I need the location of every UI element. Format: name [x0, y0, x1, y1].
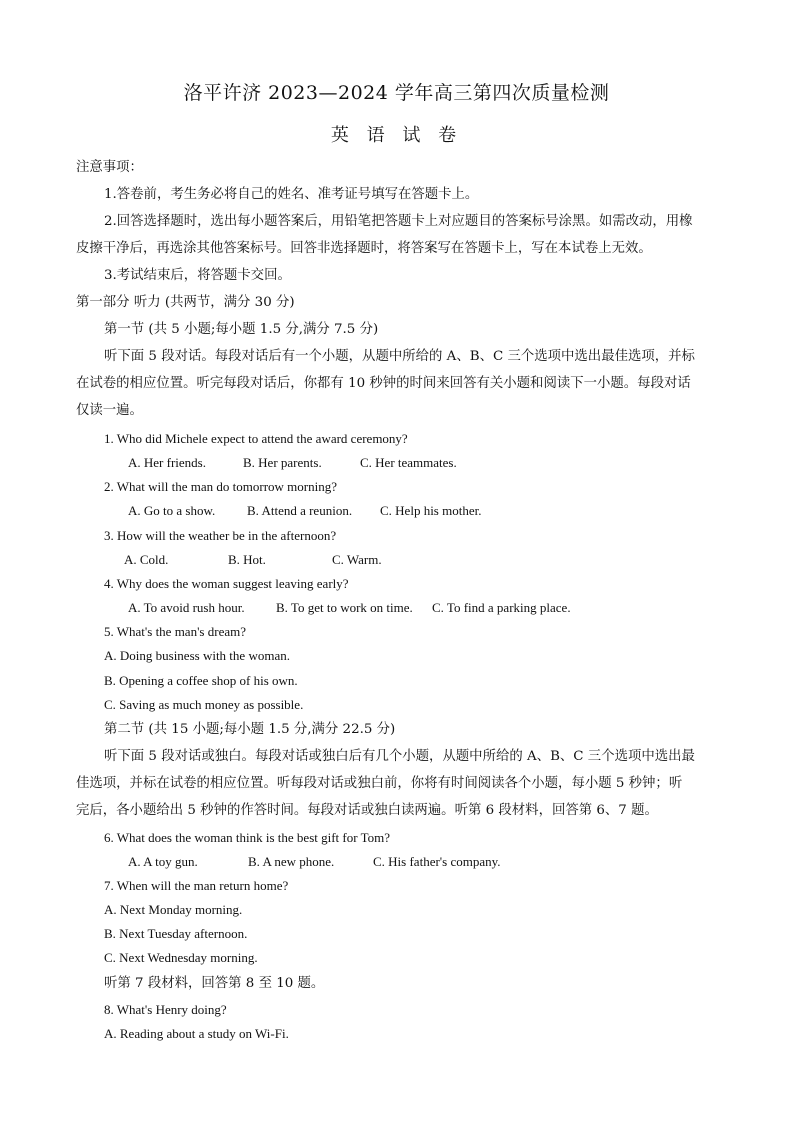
question-stem: 7. When will the man return home? — [104, 878, 289, 893]
section1-instruction: 听下面 5 段对话。每段对话后有一个小题，从题中所给的 A、B、C 三个选项中选出最佳选项，并标 — [104, 349, 695, 364]
section2-heading: 第二节 (共 15 小题;每小题 1.5 分,满分 22.5 分) — [104, 722, 396, 737]
notes-heading: 注意事项： — [76, 160, 143, 175]
question-stem: 8. What's Henry doing? — [104, 1002, 227, 1017]
question-options — [0, 552, 793, 568]
question-stem: 6. What does the woman think is the best gift for Tom? — [104, 830, 391, 845]
question-stem: 1. Who did Michele expect to attend the award ceremony? — [104, 431, 408, 446]
note-line: 2.回答选择题时，选出每小题答案后，用铅笔把答题卡上对应题目的答案标号涂黑。如需改动，用橡 — [104, 214, 693, 229]
option-b: B. Her parents. — [243, 455, 322, 470]
question-options — [0, 600, 793, 616]
option-a: A. Reading about a study on Wi-Fi. — [104, 1026, 289, 1041]
option-a: A. Go to a show. — [128, 503, 216, 518]
option-c: C. Help his mother. — [380, 503, 482, 518]
option-a: A. Her friends. — [128, 455, 206, 470]
option-a: A. To avoid rush hour. — [128, 600, 245, 615]
option-c: C. His father's company. — [373, 854, 501, 869]
question-options — [0, 455, 793, 471]
option-b: B. Hot. — [228, 552, 266, 567]
exam-subtitle: 英 语 试 卷 — [330, 125, 463, 146]
material-instruction: 听第 7 段材料，回答第 8 至 10 题。 — [104, 976, 325, 991]
option-b: B. Opening a coffee shop of his own. — [104, 673, 298, 688]
section1-instruction: 仅读一遍。 — [76, 403, 143, 418]
option-c: C. Next Wednesday morning. — [104, 950, 258, 965]
question-stem: 3. How will the weather be in the afternoon? — [104, 528, 337, 543]
exam-title: 洛平许济 2023—2024 学年高三第四次质量检测 — [183, 82, 610, 104]
option-b: B. Attend a reunion. — [247, 503, 353, 518]
note-line: 皮擦干净后，再选涂其他答案标号。回答非选择题时，将答案写在答题卡上，写在本试卷上无效。 — [76, 241, 652, 256]
option-a: A. Next Monday morning. — [104, 902, 243, 917]
option-c: C. To find a parking place. — [432, 600, 571, 615]
question-stem: 4. Why does the woman suggest leaving early? — [104, 576, 349, 591]
option-b: B. Next Tuesday afternoon. — [104, 926, 248, 941]
question-stem: 2. What will the man do tomorrow morning? — [104, 479, 337, 494]
option-a: A. Cold. — [124, 552, 169, 567]
option-b: B. A new phone. — [248, 854, 335, 869]
note-line: 1.答卷前，考生务必将自己的姓名、准考证号填写在答题卡上。 — [104, 187, 479, 202]
question-options — [0, 854, 793, 870]
option-c: C. Warm. — [332, 552, 382, 567]
note-line: 3.考试结束后，将答题卡交回。 — [104, 268, 291, 283]
section2-instruction: 完后，各小题给出 5 秒钟的作答时间。每段对话或独白读两遍。听第 6 段材料，回答第 6、7 题。 — [76, 803, 658, 818]
option-a: A. A toy gun. — [128, 854, 198, 869]
option-c: C. Her teammates. — [360, 455, 457, 470]
part1-heading: 第一部分 听力 (共两节，满分 30 分) — [76, 295, 295, 310]
section1-heading: 第一节 (共 5 小题;每小题 1.5 分,满分 7.5 分) — [104, 322, 379, 337]
option-a: A. Doing business with the woman. — [104, 648, 290, 663]
question-options — [0, 503, 793, 519]
section2-instruction: 佳选项，并标在试卷的相应位置。听每段对话或独白前，你将有时间阅读各个小题，每小题 5 秒钟；听 — [76, 776, 683, 791]
section2-instruction: 听下面 5 段对话或独白。每段对话或独白后有几个小题，从题中所给的 A、B、C 三个选项中选出最 — [104, 749, 695, 764]
question-stem: 5. What's the man's dream? — [104, 624, 246, 639]
option-b: B. To get to work on time. — [276, 600, 413, 615]
section1-instruction: 在试卷的相应位置。听完每段对话后，你都有 10 秒钟的时间来回答有关小题和阅读下一小题。每段对话 — [76, 376, 691, 391]
option-c: C. Saving as much money as possible. — [104, 697, 304, 712]
